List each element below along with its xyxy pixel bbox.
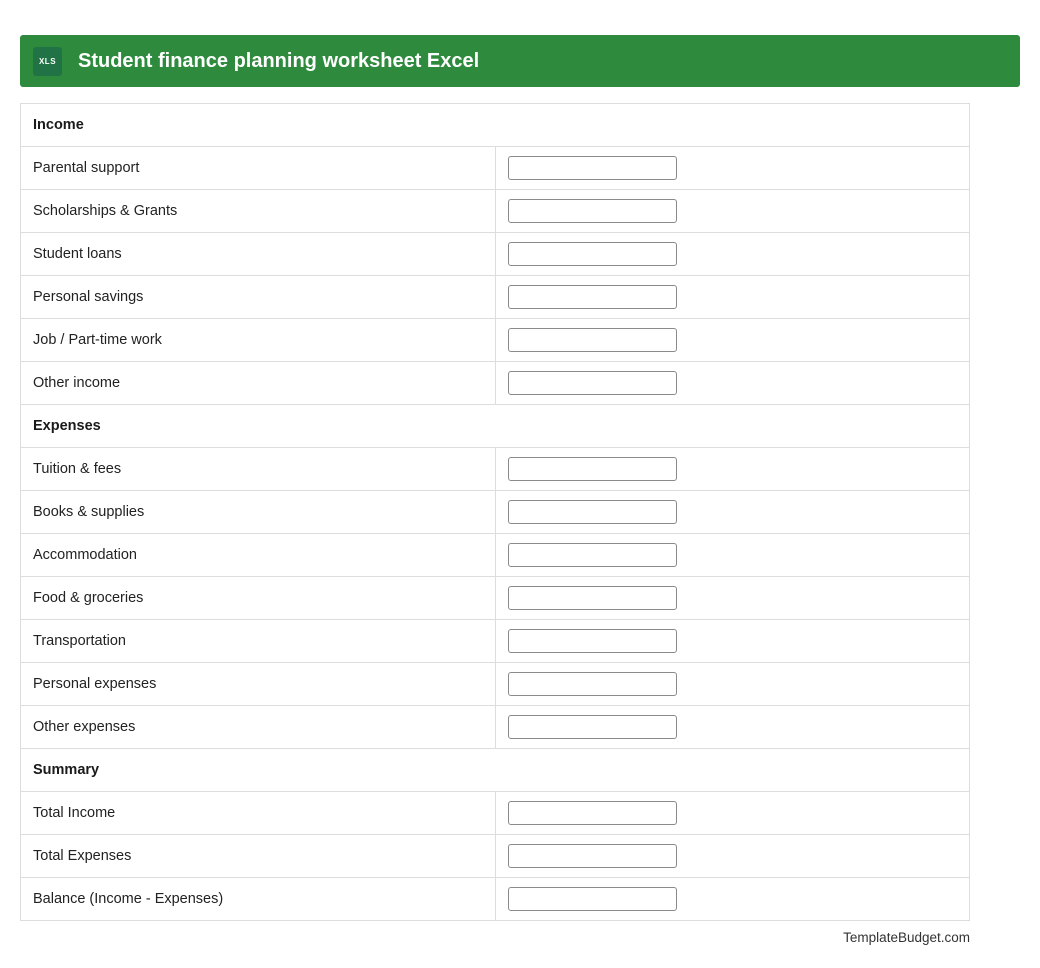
amount-input[interactable] xyxy=(508,715,677,739)
amount-input[interactable] xyxy=(508,457,677,481)
worksheet-table-body xyxy=(21,104,970,921)
row-value-cell xyxy=(495,534,970,577)
row-label: Parental support xyxy=(21,147,496,190)
section-title: Summary xyxy=(21,749,970,792)
row-value-cell xyxy=(495,190,970,233)
table-row xyxy=(21,878,970,921)
amount-input[interactable] xyxy=(508,328,677,352)
page-title: Student finance planning worksheet Excel xyxy=(78,49,480,72)
row-label: Job / Part-time work xyxy=(21,319,496,362)
amount-input[interactable] xyxy=(508,586,677,610)
row-value-cell xyxy=(495,491,970,534)
row-label: Tuition & fees xyxy=(21,448,496,491)
worksheet-table xyxy=(20,103,970,921)
row-value-cell xyxy=(495,792,970,835)
row-value-cell xyxy=(495,233,970,276)
amount-input[interactable] xyxy=(508,887,677,911)
row-label: Scholarships & Grants xyxy=(21,190,496,233)
table-row xyxy=(21,577,970,620)
row-label: Total Expenses xyxy=(21,835,496,878)
amount-input[interactable] xyxy=(508,543,677,567)
table-row xyxy=(21,319,970,362)
amount-input[interactable] xyxy=(508,156,677,180)
row-label: Total Income xyxy=(21,792,496,835)
footer-credit: TemplateBudget.com xyxy=(843,930,970,945)
row-value-cell xyxy=(495,448,970,491)
row-label: Balance (Income - Expenses) xyxy=(21,878,496,921)
amount-input[interactable] xyxy=(508,242,677,266)
row-value-cell xyxy=(495,276,970,319)
row-label: Personal savings xyxy=(21,276,496,319)
row-label: Other income xyxy=(21,362,496,405)
table-row xyxy=(21,620,970,663)
row-label: Student loans xyxy=(21,233,496,276)
row-value-cell xyxy=(495,878,970,921)
amount-input[interactable] xyxy=(508,844,677,868)
row-value-cell xyxy=(495,835,970,878)
table-row xyxy=(21,534,970,577)
table-row xyxy=(21,663,970,706)
row-value-cell xyxy=(495,620,970,663)
document-header xyxy=(20,35,1020,87)
amount-input[interactable] xyxy=(508,199,677,223)
table-row xyxy=(21,792,970,835)
table-row xyxy=(21,362,970,405)
section-title: Income xyxy=(21,104,970,147)
table-row xyxy=(21,233,970,276)
table-row xyxy=(21,147,970,190)
row-label: Transportation xyxy=(21,620,496,663)
amount-input[interactable] xyxy=(508,672,677,696)
amount-input[interactable] xyxy=(508,371,677,395)
table-row xyxy=(21,706,970,749)
table-row xyxy=(21,276,970,319)
worksheet-table-container xyxy=(20,103,970,921)
amount-input[interactable] xyxy=(508,801,677,825)
row-value-cell xyxy=(495,147,970,190)
section-header-row xyxy=(21,749,970,792)
row-value-cell xyxy=(495,577,970,620)
amount-input[interactable] xyxy=(508,629,677,653)
row-value-cell xyxy=(495,362,970,405)
table-row xyxy=(21,190,970,233)
row-value-cell xyxy=(495,706,970,749)
section-header-row xyxy=(21,104,970,147)
row-label: Food & groceries xyxy=(21,577,496,620)
row-value-cell xyxy=(495,319,970,362)
row-label: Accommodation xyxy=(21,534,496,577)
row-label: Books & supplies xyxy=(21,491,496,534)
section-header-row xyxy=(21,405,970,448)
row-value-cell xyxy=(495,663,970,706)
row-label: Personal expenses xyxy=(21,663,496,706)
row-label: Other expenses xyxy=(21,706,496,749)
section-title: Expenses xyxy=(21,405,970,448)
xls-icon-label: XLS xyxy=(38,56,57,66)
amount-input[interactable] xyxy=(508,500,677,524)
xls-file-icon xyxy=(33,47,62,76)
table-row xyxy=(21,491,970,534)
amount-input[interactable] xyxy=(508,285,677,309)
table-row xyxy=(21,835,970,878)
table-row xyxy=(21,448,970,491)
